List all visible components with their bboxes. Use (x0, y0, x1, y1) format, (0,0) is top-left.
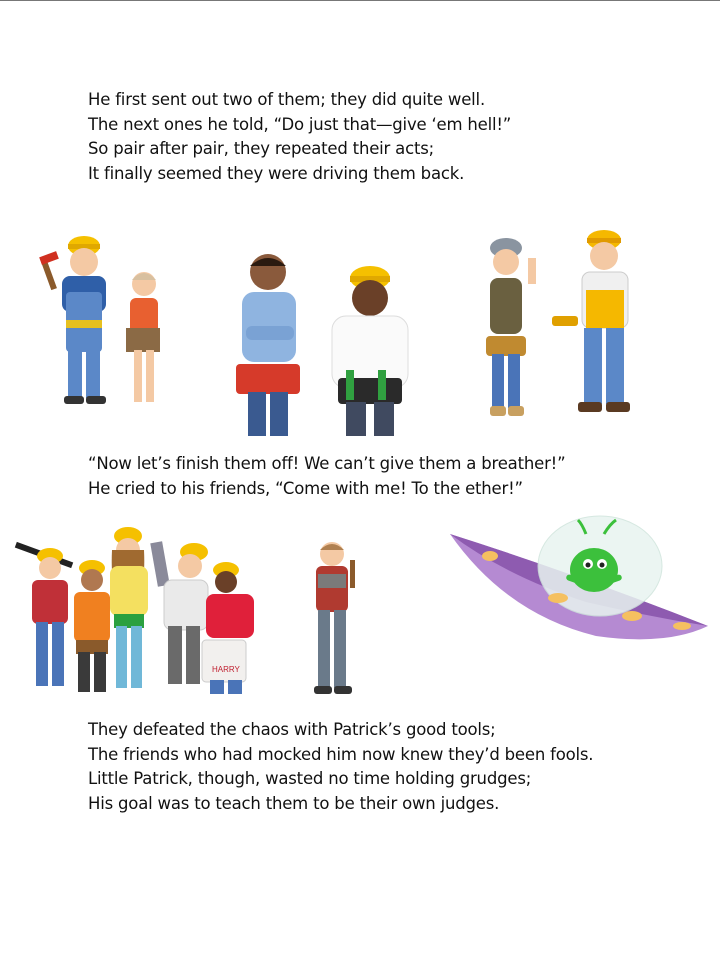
stanza-line: The friends who had mocked him now knew they’d been fools. (88, 744, 594, 764)
kid-builders-pair-2 (228, 252, 428, 438)
stanza-line: It finally seemed they were driving them back. (88, 163, 465, 183)
stanza-2 (88, 452, 565, 501)
stanza-3 (88, 718, 593, 816)
kid-builders-pair-3 (478, 228, 656, 422)
stanza-line: “Now let’s finish them off! We can’t give them a breather!” (88, 454, 566, 473)
apron-label: HARRY (212, 665, 240, 674)
stanza-1 (88, 88, 511, 186)
top-border (0, 0, 720, 1)
stanza-line: They defeated the chaos with Patrick’s good tools; (88, 720, 496, 739)
stanza-line: He cried to his friends, “Come with me! To the ether!” (88, 478, 523, 498)
stanza-line: His goal was to teach them to be their own judges. (88, 793, 500, 813)
stanza-line: The next ones he told, “Do just that—give ‘em hell!” (88, 114, 512, 134)
stanza-line: So pair after pair, they repeated their acts; (88, 139, 434, 158)
stanza-line: Little Patrick, though, wasted no time holding grudges; (88, 769, 532, 788)
kid-builder-single (304, 540, 366, 702)
stanza-line: He first sent out two of them; they did quite well. (88, 90, 485, 109)
ufo-alien-illustration (446, 504, 714, 654)
kid-builders-group (14, 522, 270, 698)
kid-builders-pair-1 (36, 232, 170, 412)
